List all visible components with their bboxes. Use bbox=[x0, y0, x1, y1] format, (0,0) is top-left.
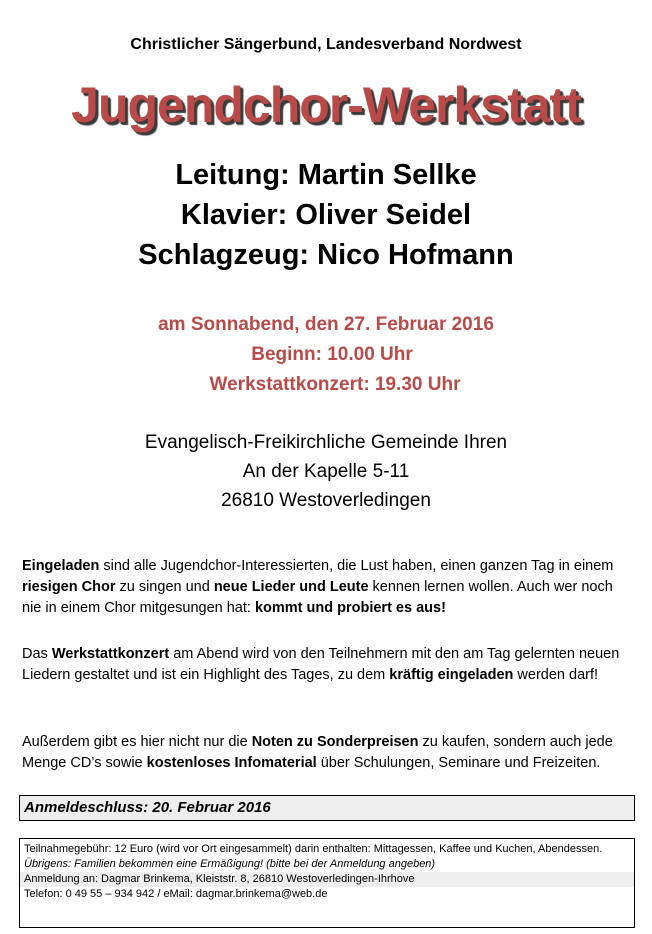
bold-text: Noten zu Sonderpreisen bbox=[251, 734, 419, 750]
text: am Abend wird von den Teilnehmern mit den am Tag gelernten neuen Liedern gestaltet und ist ein Highlight des Tages, zu dem bbox=[22, 646, 620, 683]
text: zu kaufen, sondern auch jede Menge CD’s sowie bbox=[22, 734, 613, 771]
staff-list bbox=[0, 155, 652, 275]
concert-paragraph bbox=[22, 644, 634, 686]
text: werden darf! bbox=[513, 667, 599, 683]
bold-text: kommt und probiert es aus! bbox=[254, 600, 446, 616]
invitation-paragraph bbox=[22, 556, 634, 619]
event-title: Jugendchor-Werkstatt bbox=[71, 77, 581, 133]
event-date: am Sonnabend, den 27. Februar 2016 bbox=[158, 314, 494, 335]
text: sind alle Jugendchor-Interessierten, die Lust haben, einen ganzen Tag in einem bbox=[99, 558, 614, 574]
text: über Schulungen, Seminare und Freizeiten. bbox=[316, 755, 601, 771]
text: Das bbox=[22, 646, 52, 662]
family-discount-note: Übrigens: Familien bekommen eine Ermäßigung! (bitte bei der Anmeldung angeben) bbox=[24, 858, 436, 870]
bold-text: kräftig eingeladen bbox=[389, 667, 514, 683]
concert-time: Werkstattkonzert: 19.30 Uhr bbox=[209, 374, 461, 395]
venue-address bbox=[0, 428, 652, 515]
text: Außerdem gibt es hier nicht nur die bbox=[22, 734, 252, 750]
event-dates bbox=[0, 310, 652, 400]
venue-name: Evangelisch-Freikirchliche Gemeinde Ihren bbox=[144, 432, 508, 453]
bold-text: neue Lieder und Leute bbox=[213, 579, 369, 595]
organization-heading: Christlicher Sängerbund, Landesverband Nordwest bbox=[130, 36, 522, 53]
text: zu singen und bbox=[115, 579, 214, 595]
registration-address: Anmeldung an: Dagmar Brinkema, Kleiststr. 8, 26810 Westoverledingen-Ihrhove bbox=[20, 872, 634, 887]
staff-conductor: Leitung: Martin Sellke bbox=[175, 159, 477, 191]
bold-text: Werkstattkonzert bbox=[51, 646, 170, 662]
bold-text: Eingeladen bbox=[22, 558, 100, 574]
text: kennen lernen wollen. Auch wer noch nie in einem Chor mitgesungen hat: bbox=[22, 579, 613, 616]
registration-deadline: Anmeldeschluss: 20. Februar 2016 bbox=[19, 795, 635, 821]
start-time: Beginn: 10.00 Uhr bbox=[251, 344, 413, 365]
venue-street: An der Kapelle 5-11 bbox=[242, 461, 410, 482]
info-box bbox=[19, 838, 635, 928]
bold-text: riesigen Chor bbox=[22, 579, 116, 595]
contact-details: Telefon: 0 49 55 – 934 942 / eMail: dagmar.brinkema@web.de bbox=[24, 888, 328, 900]
venue-city: 26810 Westoverledingen bbox=[221, 490, 431, 511]
bold-text: kostenloses Infomaterial bbox=[146, 755, 317, 771]
fee-info: Teilnahmegebühr: 12 Euro (wird vor Ort eingesammelt) darin enthalten: Mittagessen, Kaffee und Kuchen, Abendessen. bbox=[24, 843, 603, 855]
materials-paragraph bbox=[22, 732, 634, 774]
staff-drums: Schlagzeug: Nico Hofmann bbox=[138, 239, 514, 271]
staff-piano: Klavier: Oliver Seidel bbox=[180, 199, 472, 231]
